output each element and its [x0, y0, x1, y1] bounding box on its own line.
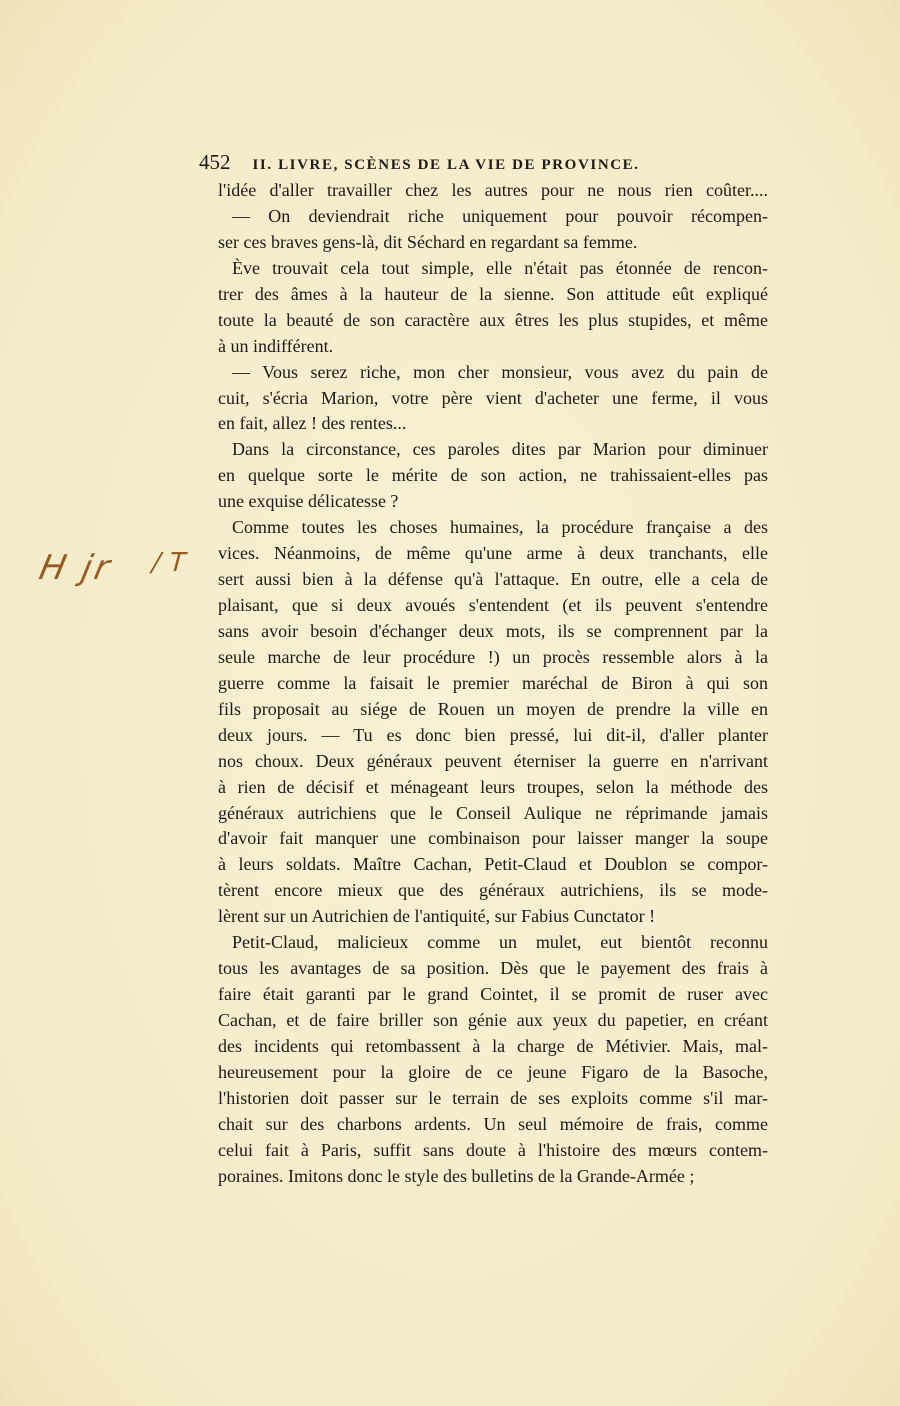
text-line: l'idée d'aller travailler chez les autres pour ne nous rien coûter.... — [218, 180, 768, 200]
body-text — [218, 178, 768, 1190]
text-line: plaisant, que si deux avoués s'entendent (et ils peuvent s'entendre — [218, 595, 768, 615]
text-line: à leurs soldats. Maître Cachan, Petit-Claud et Doublon se compor- — [218, 854, 768, 875]
text-line: tous les avantages de sa position. Dès que le payement des frais à — [218, 958, 768, 979]
text-line: — On deviendrait riche uniquement pour pouvoir récompen- — [232, 205, 768, 226]
text-line: Dans la circonstance, ces paroles dites par Marion pour diminuer — [232, 439, 768, 460]
text-line: à un indifférent. — [218, 335, 334, 356]
text-line: sert aussi bien à la défense qu'à l'attaque. En outre, elle a cela de — [218, 569, 768, 590]
text-line: Petit-Claud, malicieux comme un mulet, eut bientôt reconnu — [232, 932, 768, 953]
text-line: heureusement pour la gloire de ce jeune Figaro de la Basoche, — [218, 1061, 768, 1082]
text-line: en fait, allez ! des rentes... — [218, 413, 407, 434]
text-line: Ève trouvait cela tout simple, elle n'était pas étonnée de rencon- — [232, 257, 768, 278]
text-line: l'historien doit passer sur le terrain de ses exploits comme s'il mar- — [218, 1087, 768, 1108]
text-line: lèrent sur un Autrichien de l'antiquité, sur Fabius Cunctator ! — [218, 906, 656, 927]
text-line: tèrent encore mieux que des généraux autrichiens, ils se mode- — [218, 880, 768, 901]
text-line: — Vous serez riche, mon cher monsieur, vous avez du pain de — [232, 361, 768, 382]
handwritten-insertion-mark: / T — [147, 548, 189, 578]
text-line: poraines. Imitons donc le style des bulletins de la Grande-Armée ; — [218, 1165, 695, 1186]
text-line: Cachan, et de faire briller son génie aux yeux du papetier, en créant — [218, 1010, 768, 1030]
text-line: ser ces braves gens-là, dit Séchard en regardant sa femme. — [218, 231, 638, 252]
text-line: trer des âmes à la hauteur de la sienne. Son attitude eût expliqué — [218, 283, 768, 304]
page-number: 452 — [199, 150, 231, 174]
page-header — [199, 150, 769, 176]
text-line: généraux autrichiens que le Conseil Aulique ne réprimande jamais — [218, 802, 768, 823]
text-line: faire était garanti par le grand Cointet, il se promit de ruser avec — [218, 984, 768, 1005]
text-line: en quelque sorte le mérite de son action, ne trahissaient-elles pas — [218, 465, 768, 486]
text-line: une exquise délicatesse ? — [218, 491, 399, 512]
text-line: deux jours. — Tu es donc bien pressé, lui dit-il, d'aller planter — [218, 724, 768, 745]
text-line: Comme toutes les choses humaines, la procédure française a des — [232, 517, 768, 538]
text-line: fils proposait au siége de Rouen un moyen de prendre la ville en — [218, 698, 768, 719]
text-line: vices. Néanmoins, de même qu'une arme à deux tranchants, elle — [218, 543, 768, 564]
text-line: guerre comme la faisait le premier maréchal de Biron à qui son — [218, 672, 768, 693]
text-line: celui fait à Paris, suffit sans doute à l'histoire des mœurs contem- — [218, 1139, 768, 1160]
text-line: toute la beauté de son caractère aux êtres les plus stupides, et même — [218, 309, 768, 330]
text-line: d'avoir fait manquer une combinaison pour laisser manger la soupe — [218, 828, 768, 849]
text-line: à rien de décisif et ménageant leurs troupes, selon la méthode des — [218, 776, 768, 797]
handwritten-margin-note: H jr — [35, 548, 117, 588]
text-line: cuit, s'écria Marion, votre père vient d'acheter une ferme, il vous — [218, 387, 768, 408]
text-line: seule marche de leur procédure !) un procès ressemble alors à la — [218, 646, 768, 667]
running-title: II. LIVRE, SCÈNES DE LA VIE DE PROVINCE. — [252, 157, 640, 173]
text-line: des incidents qui retombassent à la charge de Métivier. Mais, mal- — [218, 1035, 768, 1056]
text-line: chait sur des charbons ardents. Un seul mémoire de frais, comme — [218, 1113, 768, 1134]
text-line: nos choux. Deux généraux peuvent éterniser la guerre en n'arrivant — [218, 750, 768, 771]
text-line: sans avoir besoin d'échanger deux mots, ils se comprennent par la — [218, 620, 768, 641]
